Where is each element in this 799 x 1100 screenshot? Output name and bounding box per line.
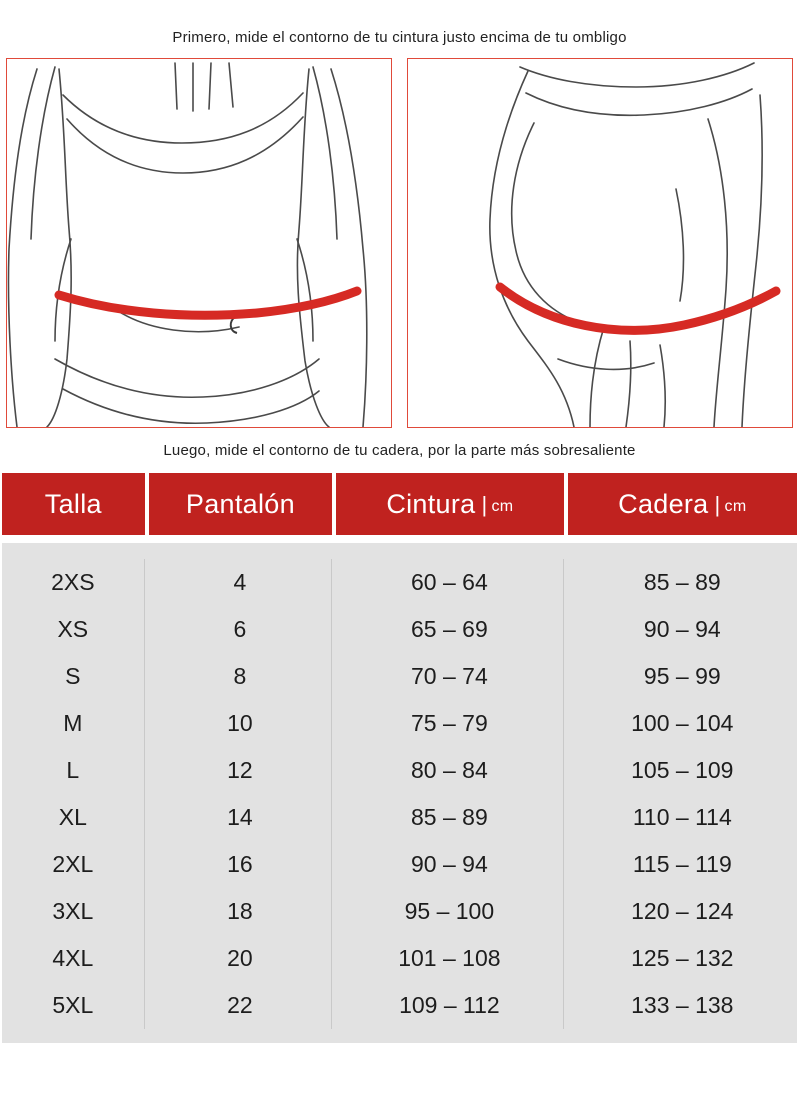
cell-cintura: 90 – 94: [336, 841, 563, 888]
size-table: [0, 473, 799, 1043]
cell-cadera: 115 – 119: [632, 851, 732, 877]
cell-pantalon: 14: [149, 794, 333, 841]
cell-cintura: 70 – 74: [336, 653, 563, 700]
header-cell-talla: [2, 473, 145, 535]
waist-measure-illustration: [6, 58, 392, 428]
cell-pantalon: 22: [149, 982, 333, 1029]
cell-cintura: 65 – 69: [336, 606, 563, 653]
cell-talla: 3XL: [2, 888, 145, 935]
cell-talla: S: [2, 653, 145, 700]
cell-talla: M: [2, 700, 145, 747]
cell-talla: 2XS: [2, 559, 145, 606]
cell-talla: 4XL: [2, 935, 145, 982]
table-row: [2, 700, 797, 747]
waist-instruction-text: Primero, mide el contorno de tu cintura justo encima de tu ombligo: [172, 29, 627, 46]
table-row: [2, 935, 797, 982]
cell-cintura: 60 – 64: [336, 559, 563, 606]
table-row: [2, 794, 797, 841]
cell-talla: XS: [2, 606, 145, 653]
table-row: [2, 888, 797, 935]
illustrations-row: [0, 58, 799, 428]
cell-cadera: 120 – 124: [631, 898, 734, 924]
cell-pantalon: 12: [149, 747, 333, 794]
cell-cintura: 80 – 84: [336, 747, 563, 794]
cell-cintura: 109 – 112: [336, 982, 563, 1029]
table-header-row: [0, 473, 799, 535]
cell-pantalon: 18: [149, 888, 333, 935]
cell-cintura: 95 – 100: [336, 888, 563, 935]
cell-cintura: 75 – 79: [336, 700, 563, 747]
table-row: [2, 982, 797, 1029]
table-body: [2, 543, 797, 1043]
header-cell-cintura: [336, 473, 563, 535]
cell-cadera: 133 – 138: [631, 992, 734, 1018]
cell-cadera: 90 – 94: [643, 616, 721, 642]
header-unit-cadera: cm: [724, 498, 747, 515]
cell-pantalon: 20: [149, 935, 333, 982]
cell-talla: 2XL: [2, 841, 145, 888]
hip-tape-line: [500, 287, 776, 330]
header-separator-cintura: |: [481, 492, 488, 517]
header-label-cintura: Cintura: [386, 488, 476, 519]
cell-pantalon: 6: [149, 606, 333, 653]
cell-cadera: 125 – 132: [631, 945, 734, 971]
header-label-pantalon: Pantalón: [185, 488, 295, 519]
header-separator-cadera: |: [714, 492, 721, 517]
cell-pantalon: 16: [149, 841, 333, 888]
cell-talla: L: [2, 747, 145, 794]
cell-cadera: 110 – 114: [632, 804, 732, 830]
cell-cadera: 105 – 109: [631, 757, 734, 783]
cell-cadera: 85 – 89: [643, 569, 721, 595]
header-cell-cadera: [568, 473, 797, 535]
table-row: [2, 606, 797, 653]
header-label-talla: Talla: [44, 488, 102, 519]
cell-pantalon: 10: [149, 700, 333, 747]
table-row: [2, 559, 797, 606]
table-row: [2, 653, 797, 700]
cell-talla: XL: [2, 794, 145, 841]
cell-cintura: 101 – 108: [336, 935, 563, 982]
header-unit-cintura: cm: [491, 498, 514, 515]
hip-figure-svg: [408, 59, 792, 427]
cell-pantalon: 8: [149, 653, 333, 700]
header-cell-pantalon: [149, 473, 333, 535]
cell-pantalon: 4: [149, 559, 333, 606]
cell-talla: 5XL: [2, 982, 145, 1029]
waist-figure-svg: [7, 59, 391, 427]
cell-cintura: 85 – 89: [336, 794, 563, 841]
table-row: [2, 747, 797, 794]
header-label-cadera: Cadera: [618, 488, 709, 519]
cell-cadera: 95 – 99: [643, 663, 721, 689]
hip-instruction-text: Luego, mide el contorno de tu cadera, por la parte más sobresaliente: [163, 442, 636, 459]
hip-measure-illustration: [407, 58, 793, 428]
cell-cadera: 100 – 104: [631, 710, 734, 736]
table-row: [2, 841, 797, 888]
